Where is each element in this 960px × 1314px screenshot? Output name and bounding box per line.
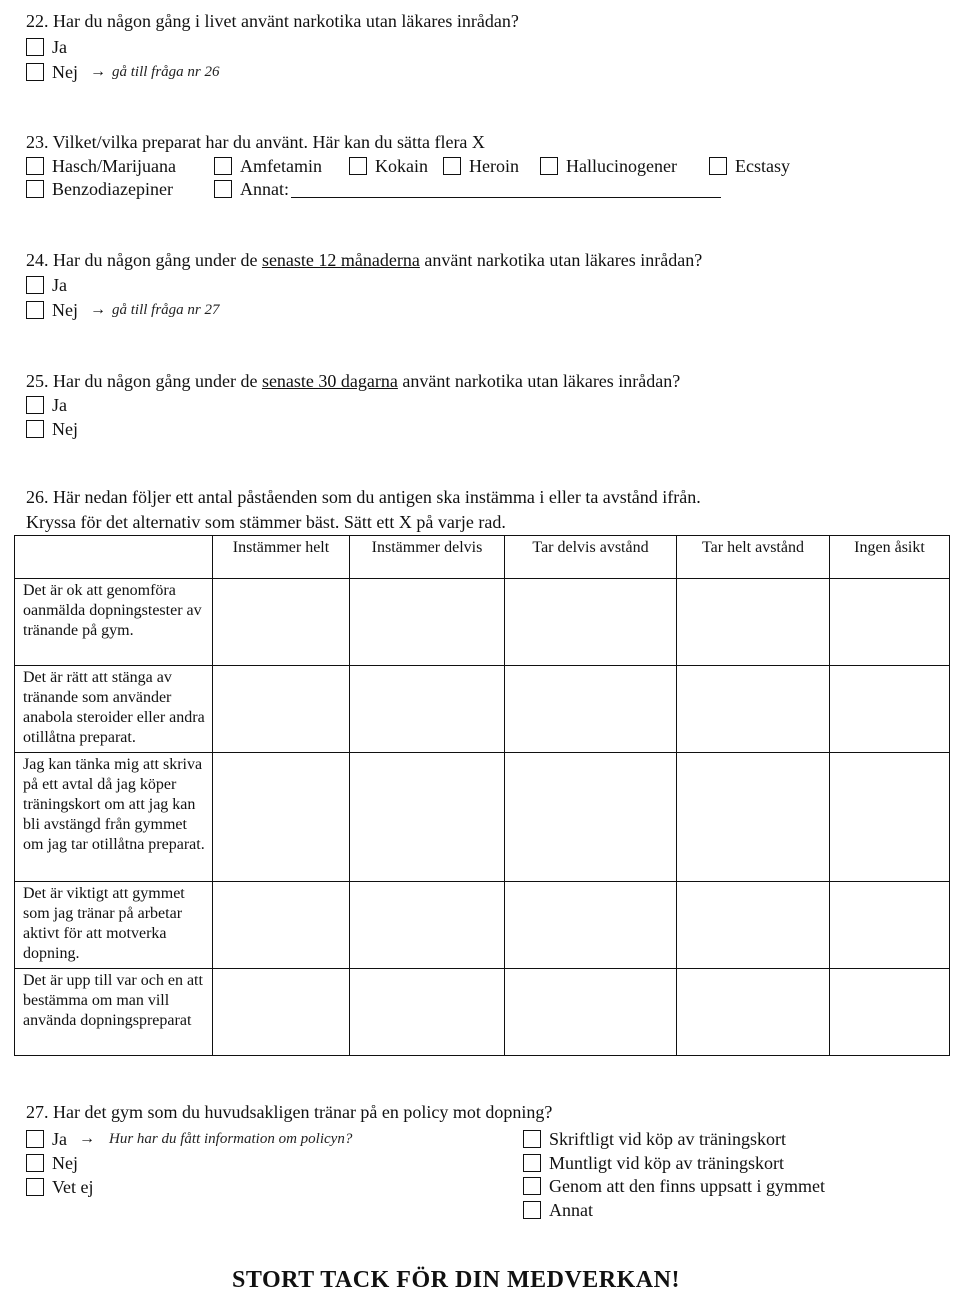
option-label: Muntligt vid köp av träningskort <box>549 1152 784 1173</box>
statement-cell: Det är viktigt att gymmet som jag tränar på arbetar aktivt för att motverka dopning. <box>15 882 213 969</box>
answer-cell[interactable] <box>830 969 950 1056</box>
q23-option-benzodiazepiner[interactable] <box>26 178 173 200</box>
q23-option-hasch[interactable] <box>26 155 176 177</box>
q27-info-annat[interactable] <box>523 1199 593 1221</box>
option-label: Ja <box>52 1128 67 1149</box>
option-label: Ja <box>52 394 67 415</box>
option-label: Genom att den finns uppsatt i gymmet <box>549 1175 825 1196</box>
option-label: Heroin <box>469 155 519 176</box>
q27-info-skriftligt[interactable] <box>523 1128 786 1150</box>
option-label: Benzodiazepiner <box>52 178 173 199</box>
option-label: Ja <box>52 274 67 295</box>
q27-info-muntligt[interactable] <box>523 1152 784 1174</box>
table-row <box>15 579 950 666</box>
option-label: Hasch/Marijuana <box>52 155 176 176</box>
checkbox[interactable] <box>26 63 44 81</box>
option-label: Hallucinogener <box>566 155 677 176</box>
statement-cell: Jag kan tänka mig att skriva på ett avtal då jag köper träningskort om att jag kan bli avstängd från gymmet om jag tar otillåtna preparat. <box>15 753 213 882</box>
answer-cell[interactable] <box>350 666 505 753</box>
checkbox[interactable] <box>26 276 44 294</box>
answer-cell[interactable] <box>350 579 505 666</box>
option-label: Skriftligt vid köp av träningskort <box>549 1128 786 1149</box>
q23-option-amfetamin[interactable] <box>214 155 322 177</box>
arrow-right-icon: → <box>79 1130 95 1147</box>
checkbox[interactable] <box>26 38 44 56</box>
checkbox[interactable] <box>26 1154 44 1172</box>
option-label: Nej <box>52 61 78 82</box>
option-label: Ecstasy <box>735 155 790 176</box>
option-label: Nej <box>52 299 78 320</box>
q23-option-kokain[interactable] <box>349 155 428 177</box>
answer-cell[interactable] <box>505 882 677 969</box>
answer-cell[interactable] <box>677 882 830 969</box>
answer-cell[interactable] <box>505 969 677 1056</box>
q25-option-ja[interactable] <box>26 394 67 416</box>
answer-cell[interactable] <box>830 753 950 882</box>
answer-cell[interactable] <box>830 882 950 969</box>
option-label: Ja <box>52 36 67 57</box>
option-label: Kokain <box>375 155 428 176</box>
table-row <box>15 969 950 1056</box>
q23-option-hallucinogener[interactable] <box>540 155 677 177</box>
answer-cell[interactable] <box>213 579 350 666</box>
checkbox[interactable] <box>540 157 558 175</box>
option-label: Annat: <box>240 178 289 199</box>
checkbox[interactable] <box>26 420 44 438</box>
option-label: Nej <box>52 418 78 439</box>
q24-question: 24. Har du någon gång under de senaste 12 månaderna använt narkotika utan läkares inrådan? <box>26 250 703 270</box>
q22-option-ja[interactable] <box>26 36 67 58</box>
checkbox[interactable] <box>523 1154 541 1172</box>
checkbox[interactable] <box>214 180 232 198</box>
answer-cell[interactable] <box>505 666 677 753</box>
q26-question-line1: 26. Här nedan följer ett antal påståenden som du antigen ska instämma i eller ta avstånd ifrån. <box>26 487 701 507</box>
option-label: Nej <box>52 1152 78 1173</box>
answer-cell[interactable] <box>350 969 505 1056</box>
table-header-row <box>15 536 950 579</box>
checkbox[interactable] <box>26 1130 44 1148</box>
answer-cell[interactable] <box>213 969 350 1056</box>
column-header: Instämmer helt <box>213 536 350 579</box>
column-header: Ingen åsikt <box>830 536 950 579</box>
q27-info-uppsatt[interactable] <box>523 1175 825 1197</box>
q23-option-ecstasy[interactable] <box>709 155 790 177</box>
arrow-right-icon: → <box>90 63 106 80</box>
checkbox[interactable] <box>523 1130 541 1148</box>
answer-cell[interactable] <box>213 882 350 969</box>
q27-question: 27. Har det gym som du huvudsakligen tränar på en policy mot dopning? <box>26 1102 553 1122</box>
q23-question: 23. Vilket/vilka preparat har du använt. Här kan du sätta flera X <box>26 132 485 152</box>
header-empty-cell <box>15 536 213 579</box>
checkbox[interactable] <box>26 301 44 319</box>
q24-option-ja[interactable] <box>26 274 67 296</box>
underlined-phrase: senaste 30 dagarna <box>261 371 398 391</box>
column-header: Tar delvis avstånd <box>505 536 677 579</box>
option-label: Amfetamin <box>240 155 322 176</box>
arrow-right-icon: → <box>90 301 106 318</box>
q27-option-nej[interactable] <box>26 1152 78 1174</box>
statement-cell: Det är ok att genomföra oanmälda dopningstester av tränande på gym. <box>15 579 213 666</box>
answer-cell[interactable] <box>213 666 350 753</box>
skip-instruction: gå till fråga nr 26 <box>112 63 220 80</box>
q24-option-nej[interactable] <box>26 299 220 321</box>
checkbox[interactable] <box>26 180 44 198</box>
annat-text-field[interactable] <box>291 181 721 198</box>
closing-title: STORT TACK FÖR DIN MEDVERKAN! <box>232 1267 680 1293</box>
q27-option-vet-ej[interactable] <box>26 1176 93 1198</box>
q22-question: 22. Har du någon gång i livet använt narkotika utan läkares inrådan? <box>26 11 519 31</box>
q23-option-annat[interactable] <box>214 178 721 200</box>
likert-table <box>14 535 950 1056</box>
skip-instruction: gå till fråga nr 27 <box>112 301 220 318</box>
checkbox[interactable] <box>349 157 367 175</box>
answer-cell[interactable] <box>830 579 950 666</box>
checkbox[interactable] <box>443 157 461 175</box>
statement-cell: Det är upp till var och en att bestämma om man vill använda dopningspreparat <box>15 969 213 1056</box>
table-row <box>15 882 950 969</box>
table-row <box>15 666 950 753</box>
answer-cell[interactable] <box>677 969 830 1056</box>
q26-question-line2: Kryssa för det alternativ som stämmer bäst. Sätt ett X på varje rad. <box>26 512 506 532</box>
answer-cell[interactable] <box>830 666 950 753</box>
checkbox[interactable] <box>523 1201 541 1219</box>
checkbox[interactable] <box>26 396 44 414</box>
checkbox[interactable] <box>214 157 232 175</box>
q22-option-nej[interactable] <box>26 61 220 83</box>
q25-option-nej[interactable] <box>26 418 78 440</box>
checkbox[interactable] <box>709 157 727 175</box>
q25-question: 25. Har du någon gång under de senaste 30 dagarna använt narkotika utan läkares inrådan? <box>26 371 681 391</box>
answer-cell[interactable] <box>350 753 505 882</box>
q23-option-heroin[interactable] <box>443 155 519 177</box>
answer-cell[interactable] <box>677 579 830 666</box>
answer-cell[interactable] <box>505 579 677 666</box>
column-header: Instämmer delvis <box>350 536 505 579</box>
statement-cell: Det är rätt att stänga av tränande som använder anabola steroider eller andra otillåtna preparat. <box>15 666 213 753</box>
answer-cell[interactable] <box>350 882 505 969</box>
column-header: Tar helt avstånd <box>677 536 830 579</box>
answer-cell[interactable] <box>213 753 350 882</box>
option-label: Annat <box>549 1199 593 1220</box>
answer-cell[interactable] <box>677 666 830 753</box>
underlined-phrase: senaste 12 månaderna <box>261 250 420 270</box>
followup-instruction: Hur har du fått information om policyn? <box>109 1130 353 1147</box>
checkbox[interactable] <box>523 1177 541 1195</box>
checkbox[interactable] <box>26 1178 44 1196</box>
option-label: Vet ej <box>52 1176 94 1197</box>
q27-option-ja[interactable] <box>26 1128 352 1150</box>
answer-cell[interactable] <box>505 753 677 882</box>
answer-cell[interactable] <box>677 753 830 882</box>
checkbox[interactable] <box>26 157 44 175</box>
table-row <box>15 753 950 882</box>
